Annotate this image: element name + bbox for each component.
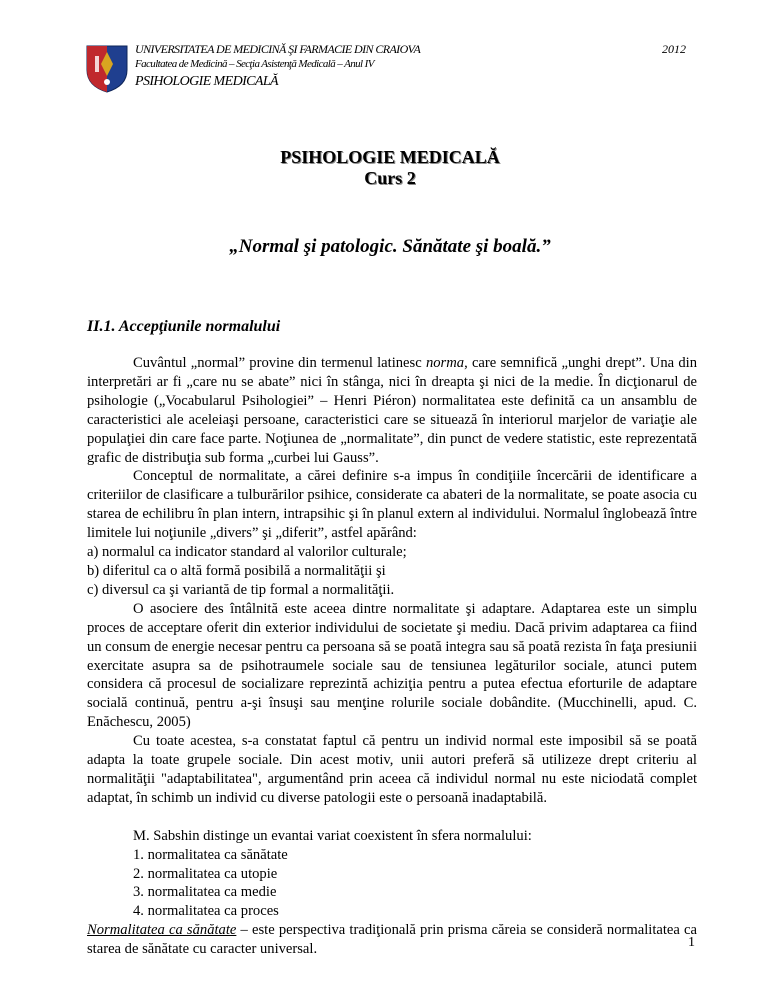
section-heading: II.1. Accepţiunile normalului [87,318,281,335]
list-item-c: c) diversul ca şi variantă de tip formal a normalităţii. [87,581,395,598]
header-subject: PSIHOLOGIE MEDICALĂ [135,74,278,89]
list-item: 3. normalitatea ca medie [133,884,277,901]
list-item-b: b) diferitul ca o altă formă posibilă a normalităţii şi [87,562,386,579]
university-crest-logo [85,42,129,94]
list-item: 2. normalitatea ca utopie [133,865,278,882]
header-year: 2012 [662,42,686,56]
header-faculty: Facultatea de Medicină – Secţia Asistenţă Medicală – Anul IV [135,58,374,70]
list-item: 4. normalitatea ca proces [133,903,279,920]
paragraph-3: O asociere des întâlnită este aceea dintre normalitate şi adaptare. Adaptarea este un simplu proces de acceptare oferit din exterior individului de societate şi mediu. Dacă privim adaptarea ca fiind un consum de energie necesar pentru ca persoana să se poată integra sau să poată rezista în faţa presiunii exercitate asupra sa de psihotraumele sociale sau de tensiunea legăturilor sociale, atunci putem considera că procesul de socializare reprezintă achiziţia pentru a putea efectua eforturile de adaptare socială continuă, pentru a-şi însuşi sau menţine rolurile sociale dobândite. (Mucchinelli, apud. C. Enăchescu, 2005) [87,600,697,731]
course-number: Curs 2 [364,168,416,188]
page-title: PSIHOLOGIE MEDICALĂ [280,147,500,167]
paragraph-4: Cu toate acestea, s-a constatat faptul că pentru un individ normal este imposibil să se poată adapta la toate grupele sociale. Din acest motiv, unii autori preferă să utilizeze drept criteriu al normalităţii "adaptabilitatea", argumentând prin aceea că individul normal nu este niciodată complet adaptat, în schimb un individ cu diverse patologii este o persoană inadaptabilă. [87,733,697,806]
list-item: 1. normalitatea ca sănătate [133,846,288,863]
list-item-a: a) normalul ca indicator standard al valorilor culturale; [87,544,407,561]
paragraph-2: Conceptul de normalitate, a cărei definire s-a impus în condiţiile încercării de identificare a criteriilor de clasificare a tulburărilor psihice, considerate ca abateri de la normalitate, se poate asocia cu starea de echilibru în plan intern, intrapsihic şi în planul extern al individului. Normalul înglobează între limitele lui noţiunile „divers” şi „diferit”, astfel apărând: [87,468,697,542]
document-body [87,354,697,959]
numbered-list [87,846,697,922]
page-number: 1 [688,935,695,950]
header-university: UNIVERSITATEA DE MEDICINĂ ŞI FARMACIE DIN CRAIOVA [135,42,421,56]
defined-term: Normalitatea ca sănătate [87,922,237,939]
paragraph-1: Cuvântul „normal” provine din termenul latinesc norma, care semnifică „unghi drept”. Una din interpretări ar fi „care nu se abate” nici în stânga, nici în dreapta şi nici de la medie. În dicţionarul de psihologie („Vocabularul Psihologiei” – Henri Piéron) normalitatea este definită ca un ansamblu de caracteristici ale aceleiaşi persoane, caracteristici care se situează în interiorul marjelor de variaţie ale populaţiei din care face parte. Noţiunea de „normalitate”, din punct de vedere statistic, este reprezentată grafic de distribuţia sub forma „curbei lui Gauss”. [87,355,697,466]
paragraph-6: Normalitatea ca sănătate – este perspectiva tradiţională prin prisma căreia se consideră normalitatea ca starea de sănătate cu caracter universal. [87,922,697,958]
paragraph-5: M. Sabshin distinge un evantai variat coexistent în sfera normalului: [133,827,532,844]
course-subtitle: „Normal şi patologic. Sănătate şi boală.” [229,236,551,257]
latin-term: norma [425,355,465,371]
